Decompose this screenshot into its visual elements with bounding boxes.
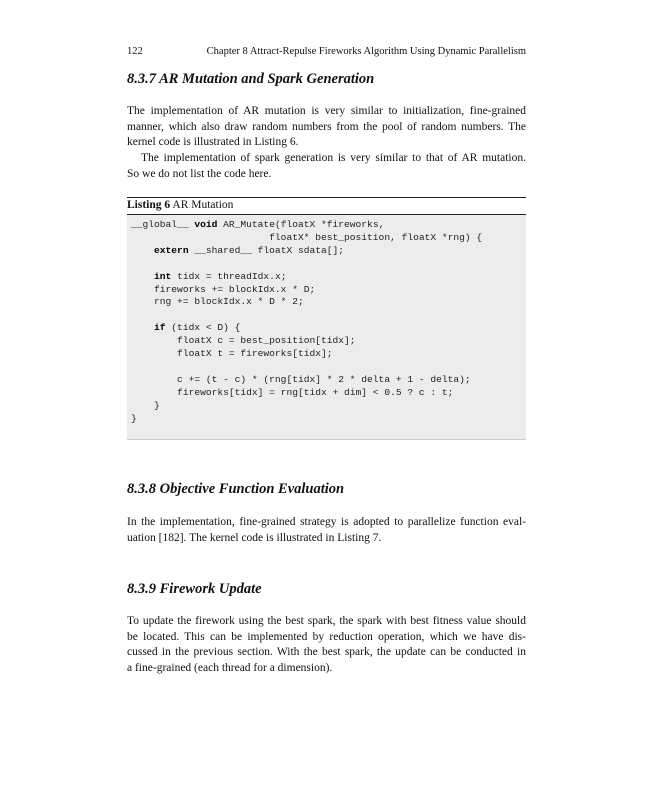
code-line [131,271,286,282]
code-keyword: if [154,322,166,334]
code-line [131,335,356,346]
code-text [131,271,154,282]
code-line [131,232,482,243]
section-title-8-3-9: 8.3.9 Firework Update [127,581,262,597]
paragraph-line: To update the firework using the best spark, the spark with best fitness value should [127,615,526,627]
code-text [131,322,154,333]
code-text: (tidx < D) { [165,322,241,334]
code-listing [127,215,526,440]
code-line [131,284,315,295]
code-text: rng += blockIdx.x * D * 2; [131,296,304,308]
page-number: 122 [127,46,143,57]
listing-caption-text: AR Mutation [172,199,234,211]
code-keyword: void [194,219,218,230]
code-line [131,296,304,307]
code-line [131,413,137,424]
code-text: } [131,399,160,411]
code-text: } [131,412,137,424]
paragraph-ar-mutation [127,104,526,151]
code-text: __global__ [131,219,195,230]
code-text: c += (t - c) * (rng[tidx] * 2 * delta + 1 - delta); [131,373,471,385]
code-block [131,219,482,426]
paragraph-line: uation [182]. The kernel code is illustrated in Listing 7. [127,531,382,544]
code-line [131,245,344,256]
paragraph-line: a fine-grained (each thread for a dimension). [127,661,333,674]
code-text: fireworks += blockIdx.x * D; [131,283,316,295]
listing-label: Listing 6 [127,199,171,211]
code-line [131,387,453,398]
code-text: tidx = threadIdx.x; [171,270,287,282]
code-text: AR_Mutate(floatX *fireworks, [217,219,385,230]
paragraph-line: be located. This can be implemented by reduction operation, which we have dis- [127,630,526,643]
paragraph-line: manner, which also draw random numbers from the pool of random numbers. The [127,120,526,133]
paragraph-line: kernel code is illustrated in Listing 6. [127,136,299,149]
code-line [131,219,384,230]
code-text: __shared__ floatX sdata[]; [188,244,345,256]
code-line [131,400,160,411]
section-title-8-3-7: 8.3.7 AR Mutation and Spark Generation [127,71,375,87]
running-title: Chapter 8 Attract-Repulse Fireworks Algorithm Using Dynamic Parallelism [206,46,526,57]
paragraph-line: cussed in the previous section. With the best spark, the update can be conducted in [127,646,526,659]
paragraph-line: In the implementation, fine-grained strategy is adopted to parallelize function eval- [127,516,526,528]
code-line [131,322,240,333]
code-keyword: extern [154,244,189,256]
code-keyword: int [154,270,172,282]
paragraph-firework-update [127,614,526,676]
code-line [131,348,333,359]
code-text: floatX c = best_position[tidx]; [131,335,356,347]
code-text: floatX t = fireworks[tidx]; [131,348,333,360]
code-text [131,245,154,256]
paragraph-line: The implementation of AR mutation is very similar to initialization, fine-grained [127,105,526,117]
paragraph-line: So we do not list the code here. [127,167,272,180]
code-text: fireworks[tidx] = rng[tidx + dim] < 0.5 ? c : t; [131,386,454,398]
code-line [131,374,471,385]
paragraph-spark-generation [127,151,526,182]
section-title-8-3-8: 8.3.8 Objective Function Evaluation [127,481,345,497]
paragraph-objective-evaluation [127,515,526,546]
paragraph-line: The implementation of spark generation is very similar to that of AR mutation. [141,152,526,164]
code-text: floatX* best_position, floatX *rng) { [131,231,483,243]
listing-caption [127,198,526,213]
